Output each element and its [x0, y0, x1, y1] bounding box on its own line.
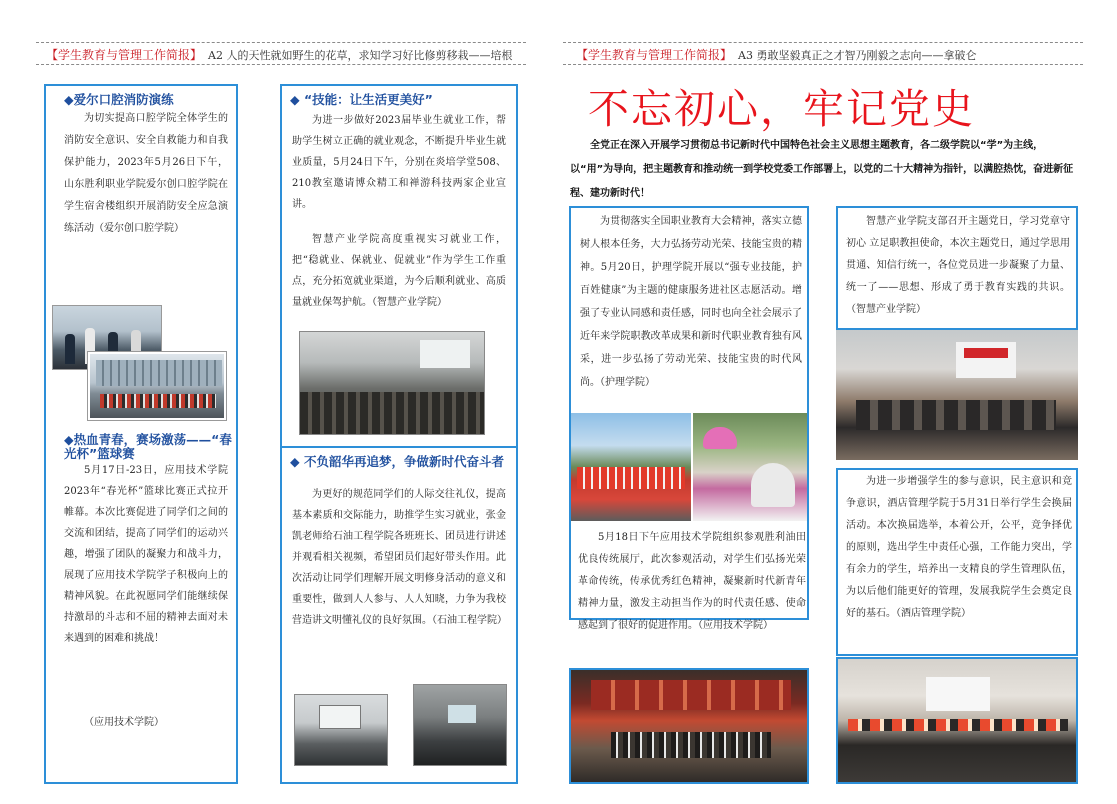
skills-body-2: 智慧产业学院高度重视实习就业工作，把“稳就业、保就业、促就业”作为学生工作重点，充分拓宽就业渠道，为今后顺利就业、高质量就业保驾护航。（智慧产业学院） — [292, 234, 506, 308]
nursing-body: 为贯彻落实全国职业教育大会精神，落实立德树人根本任务，大力弘扬劳动光荣、技能宝贵的精神。5月20日，护理学院开展以“强专业技能，护百姓健康”为主题的健康服务进社区志愿活动。增强了专业认同感和责任感，同时也向全社会展示了近年来学院职教改革成果和新时代职业教育独有风采，进一步弘扬了劳动光荣、技能宝贵的时代风尚。（护理学院） — [580, 216, 802, 388]
page-line-right: A3 勇敢坚毅真正之才智乃刚毅之志向——拿破仑 — [738, 49, 977, 62]
bulletin-title: 【学生教育与管理工作简报】 — [46, 48, 203, 62]
left-page-header — [46, 46, 512, 63]
basketball-body: 5月17日-23日，应用技术学院2023年“春光杯”篮球比赛正式拉开帷幕。本次比赛促进了同学们之间的交流和团结，提高了同学们的运动兴趣，增强了团队的凝聚力和战斗力，展现了应用技术学院学子积极向上的精神风貌。在此祝愿同学们能继续保持激昂的斗志和不屈的精神去面对未来遇到的困难和挑战！ — [64, 465, 228, 644]
party-day-body: 智慧产业学院支部召开主题党日，学习党章守初心 立足职教担使命，本次主题党日，通过学思用贯通、知信行统一，各位党员进一步凝聚了力量、统一了——思想、形成了勇于教育实践的共识。（智慧产业学院） — [846, 216, 1070, 315]
skills-body-1: 为进一步做好2023届毕业生就业工作，帮助学生树立正确的就业观念，不断提升毕业生就业质量，5月24日下午，分别在炎培学堂508、210教室邀请博众精工和禅游科技两家企业宣讲。 — [292, 115, 506, 210]
page-line: A2 人的天性就如野生的花草，求知学习好比修剪移栽——培根 — [208, 49, 513, 62]
etiquette-title: ◆ 不负韶华再追梦，争做新时代奋斗者 — [290, 454, 504, 469]
basketball-source: （应用技术学院） — [84, 717, 164, 728]
election-photo — [836, 657, 1078, 784]
skills-title: ◆ “技能：让生活更美好” — [290, 92, 433, 107]
nursing-photo-1 — [571, 413, 691, 521]
party-day-photo — [836, 330, 1078, 460]
right-header-bottom-rule — [563, 64, 1083, 65]
main-headline: 不忘初心，牢记党史 — [588, 85, 975, 133]
etiquette-body: 为更好的规范同学们的人际交往礼仪，提高基本素质和交际能力，助推学生实习就业，张金凯老师给石油工程学院各班班长、团员进行讲述并观看相关视频，希望团员们起好带头作用。此次活动让同学们理解开展文明修身活动的意义和重要性，做到人人参与、人人知晓，力争为我校营造讲文明懂礼仪的良好氛围。（石油工程学院） — [292, 489, 507, 626]
etiquette-photo-2 — [413, 684, 507, 766]
right-page-header — [576, 46, 976, 63]
fire-drill-photo-2 — [88, 352, 226, 420]
fire-drill-body: 为切实提高口腔学院全体学生的消防安全意识、安全自救能力和自我保护能力，2023年5月26日下午，山东胜利职业学院爱尔创口腔学院在学生宿舍楼组织开展消防安全应急演练活动（爱尔创口腔学院） — [64, 113, 228, 234]
etiquette-photo-1 — [294, 694, 388, 766]
job-talk-photo — [299, 331, 485, 435]
intro-paragraph: 全党正在深入开展学习贯彻总书记新时代中国特色社会主义思想主题教育，各二级学院以“学”为主线，以“用”为导向，把主题教育和推动统一到学校党委工作部署上，以党的二十大精神为指针，以满腔热忱，奋进新征程、建功新时代！ — [570, 140, 1074, 199]
header-top-rule — [36, 42, 526, 43]
museum-body: 5月18日下午应用技术学院组织参观胜利油田优良传统展厅，此次参观活动，对学生们弘扬光荣革命传统，传承优秀红色精神，凝聚新时代新青年精神力量，激发主动担当作为的时代责任感、使命感起到了很好的促进作用。（应用技术学院） — [578, 532, 806, 631]
museum-photo — [569, 668, 809, 784]
header-bottom-rule — [36, 64, 526, 65]
right-header-top-rule — [563, 42, 1083, 43]
basketball-title: ◆热血青春，赛场激荡——“春光杯”篮球赛 — [64, 432, 232, 461]
fire-drill-title: ◆爱尔口腔消防演练 — [64, 92, 174, 107]
bulletin-title-right: 【学生教育与管理工作简报】 — [576, 48, 733, 62]
election-body: 为进一步增强学生的参与意识，民主意识和竞争意识，酒店管理学院于5月31日举行学生会换届活动。本次换届选举，本着公开，公平，竞争择优的原则，选出学生中责任心强，工作能力突出，学有余力的学生，培养出一支精良的学生管理队伍，为以后他们能更好的管理，发展我院学生会奠定良好的基石。（酒店管理学院） — [846, 476, 1072, 619]
nursing-photo-2 — [693, 413, 807, 521]
